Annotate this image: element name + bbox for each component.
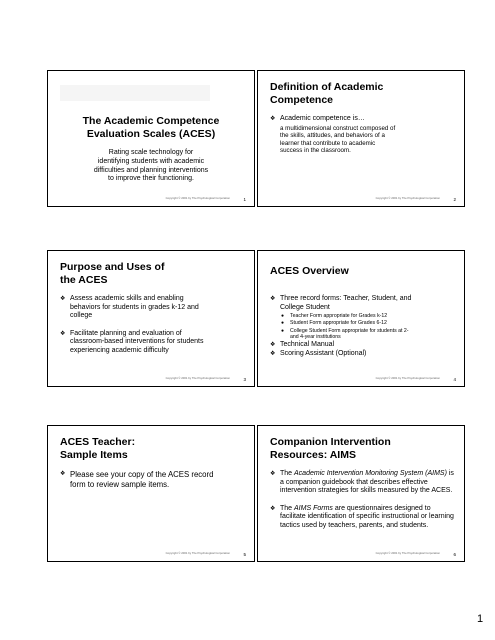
- sub-bullet-item: [270, 313, 458, 319]
- bullet-item: [60, 330, 248, 356]
- slide-5-body: [60, 470, 248, 489]
- bullet-line: Three record forms: Teacher, Student, and: [280, 295, 412, 302]
- subtitle-line: difficulties and planning interventions: [93, 166, 209, 174]
- copyright-footer: Copyright © 2001 by The Psychological Corporation: [165, 551, 230, 555]
- bullet-line: Please see your copy of the ACES record: [70, 470, 214, 479]
- subtitle-line: to improve their functioning.: [108, 175, 194, 183]
- slide-5-title: [60, 436, 246, 461]
- definition-line: success in the classroom.: [280, 147, 351, 155]
- diamond-bullet-icon: ❖: [60, 471, 66, 477]
- diamond-bullet-icon: ❖: [270, 296, 276, 302]
- sub-bullet-line: College Student Form appropriate for students at 2-: [290, 327, 409, 334]
- page-number: 1: [477, 613, 484, 625]
- bullet-line: Assess academic skills and enabling: [70, 295, 184, 302]
- bullet-italic-text: AIMS Forms: [294, 504, 333, 512]
- bullet-item: [60, 295, 248, 321]
- title-line: ACES Teacher:: [60, 436, 136, 448]
- dot-bullet-icon: ●: [281, 320, 285, 327]
- subtitle-line: Rating scale technology for: [108, 149, 194, 156]
- diamond-bullet-icon: ❖: [60, 330, 66, 337]
- definition-line: learner that contribute to academic: [280, 139, 376, 147]
- bullet-line: classroom-based interventions for students: [70, 338, 204, 346]
- slide-3-title: [60, 261, 246, 286]
- definition-line: the skills, attitudes, and behaviors of a: [280, 132, 385, 140]
- diamond-bullet-icon: ❖: [270, 116, 276, 122]
- slide-2-body: [270, 115, 458, 155]
- bullet-item: [270, 295, 458, 312]
- slide-3-body: [60, 295, 248, 356]
- title-line: Companion Intervention: [270, 436, 391, 448]
- bullet-line: Technical Manual: [280, 341, 335, 349]
- diamond-bullet-icon: ❖: [60, 296, 66, 302]
- slide-2: [257, 70, 465, 207]
- bullet-line: form to review sample items.: [70, 479, 170, 489]
- title-line: the ACES: [60, 273, 108, 286]
- diamond-bullet-icon: ❖: [270, 342, 276, 349]
- bullet-item: [270, 470, 458, 496]
- slide-number: 1: [243, 197, 246, 202]
- bullet-line: Scoring Assistant (Optional): [280, 349, 367, 357]
- sub-bullet-line: Student Form appropriate for Grades 6-12: [290, 320, 387, 327]
- slide-6-title: [270, 436, 456, 461]
- slide-1: [47, 70, 255, 207]
- diamond-bullet-icon: ❖: [270, 350, 276, 357]
- sub-bullet-item: [270, 328, 458, 341]
- title-line: Purpose and Uses of: [60, 261, 165, 273]
- title-line: ACES Overview: [270, 265, 349, 277]
- slide-4-title: [270, 265, 456, 278]
- sub-bullet-line: Teacher Form appropriate for Grades k-12: [290, 313, 388, 320]
- bullet-line: College Student: [280, 303, 330, 311]
- definition-line: a multidimensional construct composed of: [280, 124, 396, 132]
- dot-bullet-icon: ●: [281, 313, 285, 320]
- slide-4: [257, 250, 465, 387]
- bullet-line: experiencing academic difficulty: [70, 346, 169, 354]
- bullet-line: Facilitate planning and evaluation of: [70, 329, 182, 337]
- bullet-item: [270, 350, 458, 359]
- title-line: Definition of Academic: [270, 81, 384, 93]
- slide-1-title: [58, 115, 244, 140]
- slide-6: [257, 425, 465, 562]
- slide-number: 5: [243, 552, 246, 557]
- sub-bullet-line: and 4-year institutions: [290, 334, 341, 341]
- slide-5: [47, 425, 255, 562]
- sub-bullet-item: [270, 320, 458, 326]
- title-line: The Academic Competence: [82, 115, 220, 127]
- diamond-bullet-icon: ❖: [270, 505, 276, 512]
- title-line: Competence: [270, 93, 334, 106]
- bullet-line: behaviors for students in grades k-12 and: [70, 303, 199, 311]
- bullet-item: [270, 115, 458, 124]
- bullet-text: is a companion guidebook that describes effective intervention strategies for skills measured by the ACES.: [280, 470, 454, 495]
- title-line: Sample Items: [60, 448, 128, 461]
- slide-1-subtitle: [60, 149, 242, 184]
- title-line: Evaluation Scales (ACES): [86, 127, 216, 140]
- bullet-text: are questionnaires designed to facilitate identification of specific instructional or learning tactics used by teachers, parents, and students.: [280, 504, 454, 529]
- copyright-footer: Copyright © 2001 by The Psychological Corporation: [165, 376, 230, 380]
- slide-number: 4: [453, 377, 456, 382]
- slide-3: [47, 250, 255, 387]
- copyright-footer: Copyright © 2001 by The Psychological Corporation: [375, 376, 440, 380]
- bullet-item: [270, 505, 458, 531]
- copyright-footer: Copyright © 2001 by The Psychological Corporation: [375, 551, 440, 555]
- title-line: Resources: AIMS: [270, 448, 356, 461]
- bullet-item: [60, 470, 248, 489]
- bullet-item: [270, 341, 458, 350]
- bullet-text: Academic competence is…: [280, 115, 365, 122]
- bullet-text: The: [280, 504, 295, 512]
- bullet-line: college: [70, 312, 93, 320]
- bullet-text: The: [280, 470, 295, 477]
- slide-number: 2: [453, 197, 456, 202]
- dot-bullet-icon: ●: [281, 327, 285, 334]
- slide-6-body: [270, 470, 458, 531]
- faded-header-graphic: [60, 85, 210, 101]
- copyright-footer: Copyright © 2001 by The Psychological Corporation: [165, 196, 230, 200]
- slide-2-title: [270, 81, 456, 106]
- slide-4-body: [270, 295, 458, 359]
- slide-number: 6: [453, 552, 456, 557]
- copyright-footer: Copyright © 2001 by The Psychological Corporation: [375, 196, 440, 200]
- bullet-italic-text: Academic Intervention Monitoring System (AIMS): [294, 470, 447, 477]
- subtitle-line: identifying students with academic: [97, 157, 205, 165]
- definition-text: [270, 125, 458, 155]
- slide-number: 3: [243, 377, 246, 382]
- diamond-bullet-icon: ❖: [270, 471, 276, 477]
